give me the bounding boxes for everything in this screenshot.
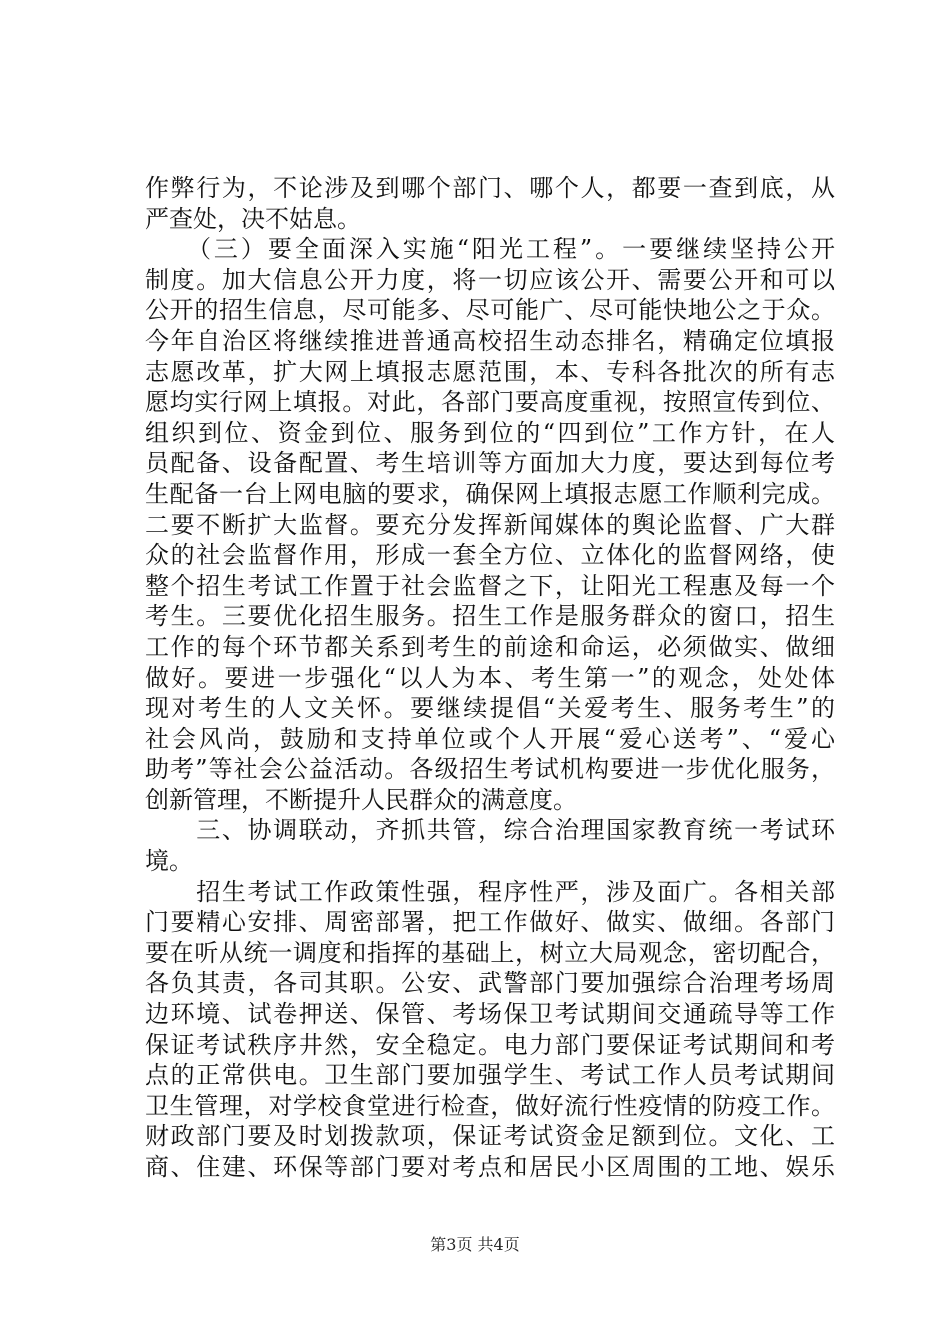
text-line: 现对考生的人文关怀。要继续提倡“关爱考生、服务考生”的	[145, 694, 835, 723]
document-body	[145, 173, 835, 1183]
text-line: 整个招生考试工作置于社会监督之下，让阳光工程惠及每一个	[145, 571, 835, 600]
text-line: 边环境、试卷押送、保管、考场保卫考试期间交通疏导等工作	[145, 1000, 835, 1029]
text-line: 组织到位、资金到位、服务到位的“四到位”工作方针，在人	[145, 418, 835, 447]
text-line: 员配备、设备配置、考生培训等方面加大力度，要达到每位考	[145, 449, 835, 478]
text-line: 要在听从统一调度和指挥的基础上，树立大局观念，密切配合，	[145, 938, 835, 967]
text-line: 三、协调联动，齐抓共管，综合治理国家教育统一考试环	[145, 816, 835, 845]
text-line: 创新管理，不断提升人民群众的满意度。	[145, 785, 577, 814]
text-line: 严查处，决不姑息。	[145, 204, 361, 233]
text-line: 各负其责，各司其职。公安、武警部门要加强综合治理考场周	[145, 969, 835, 998]
text-line: 招生考试工作政策性强，程序性严，涉及面广。各相关部	[145, 877, 835, 906]
text-line: 做好。要进一步强化“以人为本、考生第一”的观念，处处体	[145, 663, 835, 692]
text-line: 志愿改革，扩大网上填报志愿范围，本、专科各批次的所有志	[145, 357, 835, 386]
text-line: 商、住建、环保等部门要对考点和居民小区周围的工地、娱乐	[145, 1153, 835, 1181]
text-line: 门要精心安排、周密部署，把工作做好、做实、做细。各部门	[145, 908, 835, 937]
text-line: 今年自治区将继续推进普通高校招生动态排名，精确定位填报	[145, 326, 835, 355]
text-line: 保证考试秩序井然，安全稳定。电力部门要保证考试期间和考	[145, 1030, 835, 1059]
text-line: 制度。加大信息公开力度，将一切应该公开、需要公开和可以	[145, 265, 835, 294]
text-line: 卫生管理，对学校食堂进行检查，做好流行性疫情的防疫工作。	[145, 1091, 835, 1120]
page-number-footer: 第3页 共4页	[430, 1235, 520, 1254]
text-line: （三）要全面深入实施“阳光工程”。一要继续坚持公开	[145, 235, 835, 264]
text-line: 公开的招生信息，尽可能多、尽可能广、尽可能快地公之于众。	[145, 296, 835, 325]
text-line: 二要不断扩大监督。要充分发挥新闻媒体的舆论监督、广大群	[145, 510, 835, 539]
text-line: 生配备一台上网电脑的要求，确保网上填报志愿工作顺利完成。	[145, 479, 835, 508]
text-line: 愿均实行网上填报。对此，各部门要高度重视，按照宣传到位、	[145, 388, 835, 417]
text-line: 助考”等社会公益活动。各级招生考试机构要进一步优化服务，	[145, 755, 835, 784]
text-line: 点的正常供电。卫生部门要加强学生、考试工作人员考试期间	[145, 1061, 835, 1090]
text-line: 众的社会监督作用，形成一套全方位、立体化的监督网络，使	[145, 541, 835, 570]
text-line: 工作的每个环节都关系到考生的前途和命运，必须做实、做细	[145, 632, 835, 661]
text-line: 作弊行为，不论涉及到哪个部门、哪个人，都要一查到底，从	[145, 174, 835, 202]
text-line: 境。	[145, 847, 193, 876]
text-line: 财政部门要及时划拨款项，保证考试资金足额到位。文化、工	[145, 1122, 835, 1151]
text-line: 社会风尚，鼓励和支持单位或个人开展“爱心送考”、“爱心	[145, 724, 835, 753]
text-line: 考生。三要优化招生服务。招生工作是服务群众的窗口，招生	[145, 602, 835, 631]
